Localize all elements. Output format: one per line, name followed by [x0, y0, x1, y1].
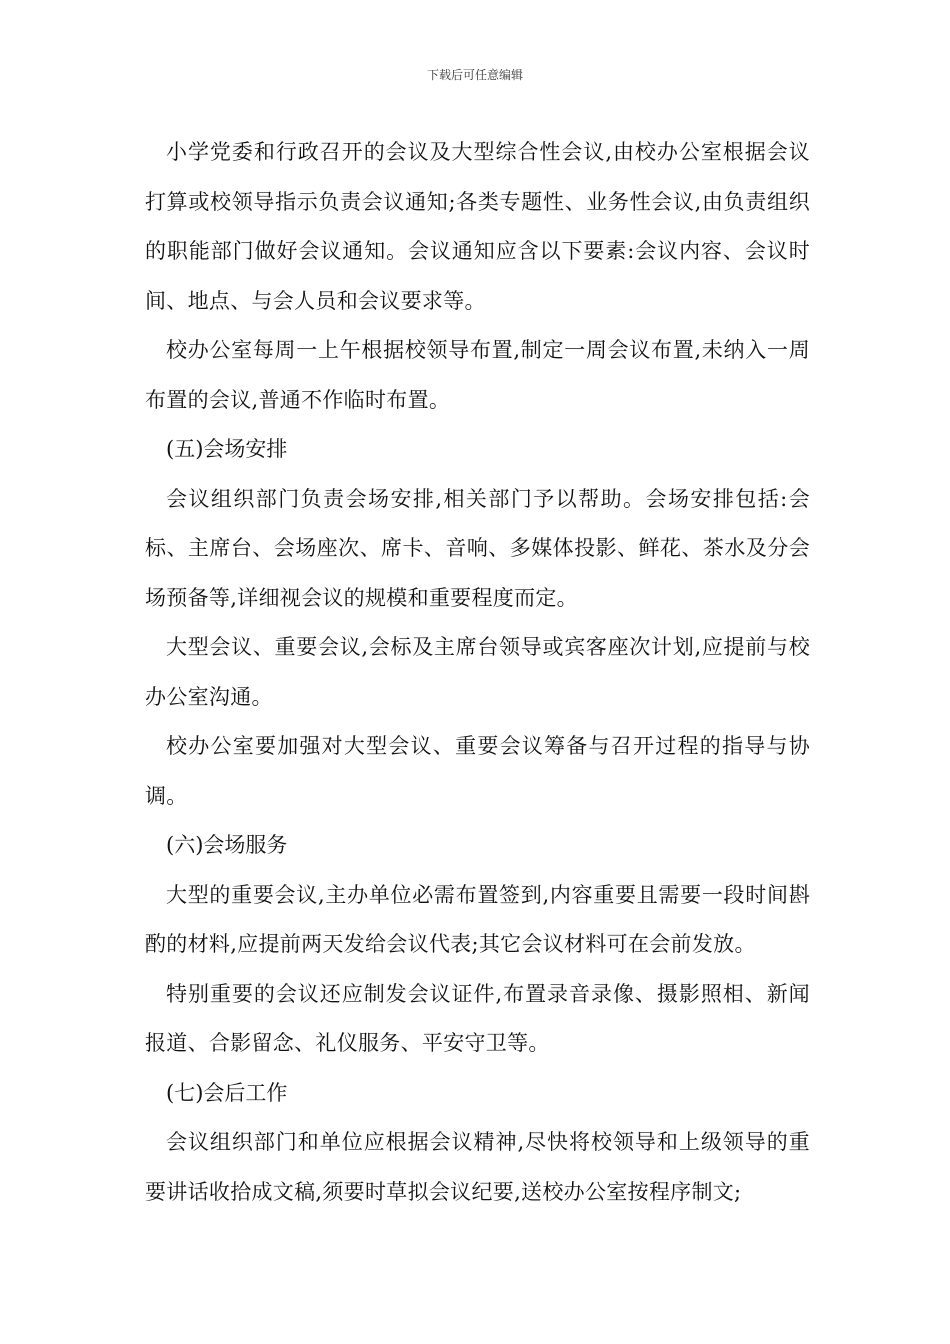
paragraph-meeting-notice: 小学党委和行政召开的会议及大型综合性会议,由校办公室根据会议打算或校领导指示负责会议通知;各类专题性、业务性会议,由负责组织的职能部门做好会议通知。会议通知应含以下要素:会议内容、会议时间、地点、与会人员和会议要求等。	[145, 140, 810, 313]
section-heading-venue-service: (六)会场服务	[166, 833, 288, 857]
paragraph-special-meetings: 特别重要的会议还应制发会议证件,布置录音录像、摄影照相、新闻报道、合影留念、礼仪服务、平安守卫等。	[145, 981, 810, 1055]
section-heading-venue-arrangement: (五)会场安排	[166, 437, 288, 461]
document-body	[145, 128, 810, 1217]
paragraph-venue-arrangement: 会议组织部门负责会场安排,相关部门予以帮助。会场安排包括:会标、主席台、会场座次、席卡、音响、多媒体投影、鲜花、茶水及分会场预备等,详细视会议的规模和重要程度而定。	[145, 486, 810, 610]
paragraph-weekly-schedule: 校办公室每周一上午根据校领导布置,制定一周会议布置,未纳入一周布置的会议,普通不作临时布置。	[145, 338, 810, 412]
paragraph-seating-plan: 大型会议、重要会议,会标及主席台领导或宾客座次计划,应提前与校办公室沟通。	[145, 635, 810, 709]
section-heading-post-meeting: (七)会后工作	[166, 1080, 288, 1105]
page-header: 下载后可任意编辑	[426, 68, 523, 82]
paragraph-post-meeting: 会议组织部门和单位应根据会议精神,尽快将校领导和上级领导的重要讲话收拾成文稿,须要时草拟会议纪要,送校办公室按程序制文;	[145, 1130, 810, 1204]
paragraph-guidance: 校办公室要加强对大型会议、重要会议筹备与召开过程的指导与协调。	[145, 734, 810, 808]
paragraph-sign-in: 大型的重要会议,主办单位必需布置签到,内容重要且需要一段时间斟酌的材料,应提前两天发给会议代表;其它会议材料可在会前发放。	[145, 882, 810, 956]
